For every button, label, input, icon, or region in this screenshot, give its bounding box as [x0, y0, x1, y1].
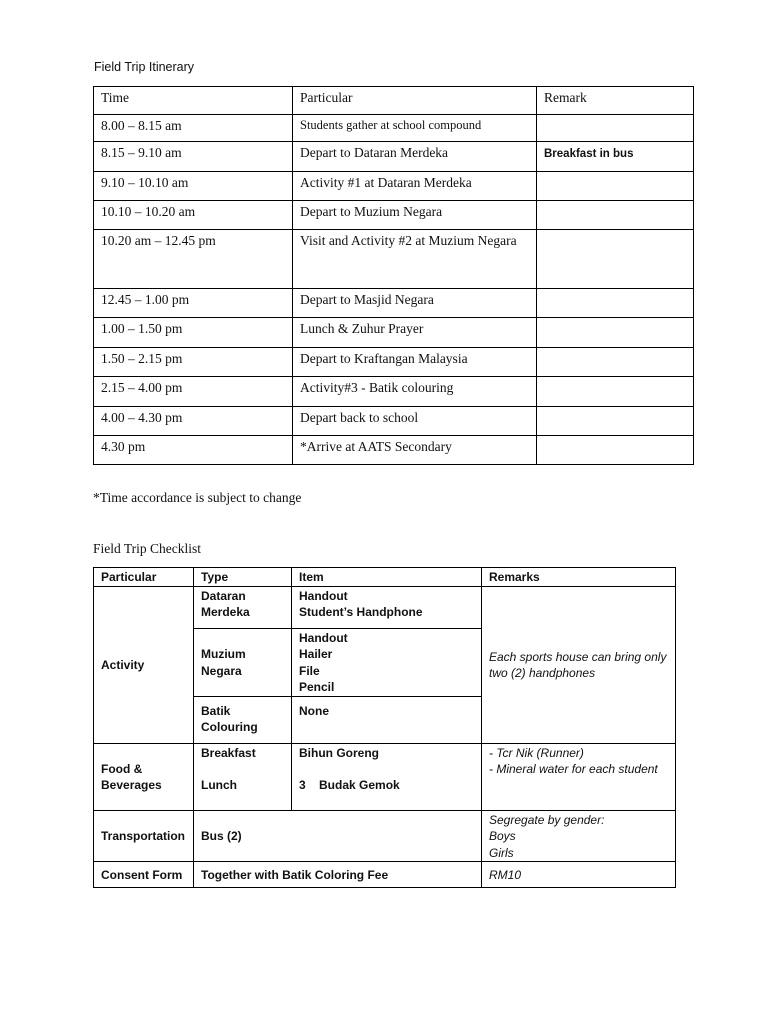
header-particular: Particular: [94, 568, 194, 587]
item-cell: [292, 586, 482, 628]
item-line: Hailer: [299, 647, 333, 661]
food-remarks: [482, 743, 676, 810]
row-remark: [537, 115, 694, 142]
header-particular: Particular: [293, 87, 537, 115]
food-type: Breakfast: [201, 745, 256, 760]
header-item: Item: [292, 568, 482, 587]
itinerary-row: [94, 201, 694, 230]
itinerary-row: [94, 436, 694, 465]
row-time: 10.10 – 10.20 am: [94, 201, 293, 230]
row-particular: Students gather at school compound: [293, 115, 537, 142]
itinerary-note: *Time accordance is subject to change: [93, 490, 302, 505]
row-time: 1.50 – 2.15 pm: [94, 348, 293, 377]
row-remark: [537, 318, 694, 348]
consent-remark: RM10: [482, 862, 676, 888]
item-line: Handout: [299, 630, 348, 645]
transport-remark: Boys: [489, 829, 516, 843]
row-time: 9.10 – 10.10 am: [94, 172, 293, 201]
activity-label: Activity: [94, 586, 194, 743]
row-particular: Activity#3 - Batik colouring: [293, 377, 537, 407]
checklist-header-row: [94, 568, 676, 587]
checklist-row-food: [94, 743, 676, 810]
type-line: Batik: [201, 703, 231, 718]
row-time: 4.30 pm: [94, 436, 293, 465]
consent-type: Together with Batik Coloring Fee: [194, 862, 482, 888]
itinerary-table: [93, 86, 694, 465]
item-line: File: [299, 663, 320, 678]
itinerary-header-row: [94, 87, 694, 115]
itinerary-row: [94, 142, 694, 172]
row-remark: Breakfast in bus: [537, 142, 694, 172]
food-item: Bihun Goreng: [299, 745, 379, 760]
row-time: 4.00 – 4.30 pm: [94, 407, 293, 436]
itinerary-row: [94, 289, 694, 318]
type-line: Merdeka: [201, 605, 250, 619]
row-remark: [537, 407, 694, 436]
itinerary-row: [94, 115, 694, 142]
type-line: Negara: [201, 663, 242, 678]
item-cell: [292, 628, 482, 696]
item-line: Handout: [299, 588, 348, 603]
itinerary-row: [94, 230, 694, 289]
row-remark: [537, 201, 694, 230]
row-particular: Activity #1 at Dataran Merdeka: [293, 172, 537, 201]
row-particular: Depart back to school: [293, 407, 537, 436]
transport-remark: Segregate by gender:: [489, 812, 605, 827]
item-line: Student’s Handphone: [299, 605, 423, 619]
checklist-row-consent: [94, 862, 676, 888]
row-particular: Depart to Kraftangan Malaysia: [293, 348, 537, 377]
row-particular: Depart to Masjid Negara: [293, 289, 537, 318]
row-time: 1.00 – 1.50 pm: [94, 318, 293, 348]
row-remark: [537, 377, 694, 407]
food-type: Lunch: [201, 778, 237, 792]
food-remark: - Mineral water for each student: [489, 762, 658, 776]
transport-type: Bus (2): [194, 810, 482, 862]
row-time: 10.20 am – 12.45 pm: [94, 230, 293, 289]
header-remark: Remark: [537, 87, 694, 115]
itinerary-row: [94, 172, 694, 201]
activity-remark: Each sports house can bring only two (2) handphones: [482, 586, 676, 743]
row-particular: *Arrive at AATS Secondary: [293, 436, 537, 465]
itinerary-title: Field Trip Itinerary: [94, 60, 195, 74]
consent-label: Consent Form: [94, 862, 194, 888]
itinerary-row: [94, 407, 694, 436]
itinerary-row: [94, 348, 694, 377]
row-particular: Depart to Dataran Merdeka: [293, 142, 537, 172]
row-particular: Visit and Activity #2 at Muzium Negara: [293, 230, 537, 289]
row-time: 8.15 – 9.10 am: [94, 142, 293, 172]
type-cell: [194, 586, 292, 628]
itinerary-row: [94, 318, 694, 348]
food-items: [292, 743, 482, 810]
row-time: 8.00 – 8.15 am: [94, 115, 293, 142]
type-line: Muzium: [201, 647, 246, 661]
header-time: Time: [94, 87, 293, 115]
item-cell: None: [292, 696, 482, 743]
transport-label: Transportation: [94, 810, 194, 862]
row-particular: Lunch & Zuhur Prayer: [293, 318, 537, 348]
checklist-table: [93, 567, 676, 888]
food-types: [194, 743, 292, 810]
row-remark: [537, 436, 694, 465]
food-item: 3 Budak Gemok: [299, 778, 400, 792]
food-label-line: Food &: [101, 761, 143, 776]
food-remark: - Tcr Nik (Runner): [489, 745, 584, 760]
row-time: 12.45 – 1.00 pm: [94, 289, 293, 318]
type-line: Colouring: [201, 720, 258, 734]
type-cell: [194, 696, 292, 743]
row-remark: [537, 348, 694, 377]
checklist-row-transport: [94, 810, 676, 862]
item-line: Pencil: [299, 680, 335, 694]
row-remark: [537, 230, 694, 289]
type-line: Dataran: [201, 588, 246, 603]
food-label: [94, 743, 194, 810]
food-label-line: Beverages: [101, 778, 162, 792]
row-remark: [537, 289, 694, 318]
transport-remarks: [482, 810, 676, 862]
row-time: 2.15 – 4.00 pm: [94, 377, 293, 407]
header-type: Type: [194, 568, 292, 587]
header-remarks: Remarks: [482, 568, 676, 587]
type-cell: [194, 628, 292, 696]
itinerary-row: [94, 377, 694, 407]
transport-remark: Girls: [489, 845, 514, 860]
checklist-row-activity: [94, 586, 676, 628]
row-particular: Depart to Muzium Negara: [293, 201, 537, 230]
checklist-title: Field Trip Checklist: [93, 541, 202, 556]
row-remark: [537, 172, 694, 201]
